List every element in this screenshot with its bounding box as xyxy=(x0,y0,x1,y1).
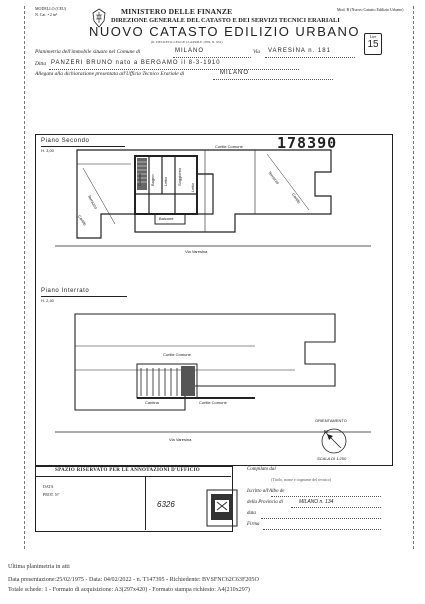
footer-line-2: Data presentazione:25/02/1975 - Data: 04/02/2022 - n. T147395 - Richiedente: BVSFNC62C63F205O xyxy=(8,577,259,583)
office-stamp-icon xyxy=(203,486,241,530)
lower-floor-plan xyxy=(35,306,391,446)
compass-label: ORIENTAMENTO xyxy=(315,418,347,423)
ditta-label: Ditta xyxy=(35,61,47,67)
comune-value: MILANO xyxy=(175,48,205,54)
direction-name: DIREZIONE GENERALE DEL CATASTO E DEI SERVIZI TECNICI ERARIALI xyxy=(111,17,340,24)
lower-cortile-upper: Cortile Comune xyxy=(163,352,191,357)
data-label: data xyxy=(247,511,256,516)
office-reserved-title: SPAZIO RISERVATO PER LE ANNOTAZIONI D'UFFICIO xyxy=(55,468,200,473)
via-label: Via xyxy=(253,49,261,55)
firma-label: Firma xyxy=(247,522,260,527)
form-line-1 xyxy=(35,49,140,55)
upper-street: Via Varesina xyxy=(185,249,208,254)
svg-text:N: N xyxy=(324,430,328,436)
top-right-note: Mod. B (Nuovo Catasto Edilizio Urbano) xyxy=(337,7,404,12)
ministry-name: MINISTERO DELLE FINANZE xyxy=(121,7,233,16)
provincia-value: MILANO n. 134 xyxy=(299,499,334,505)
upper-room-letto-2: Letto xyxy=(190,183,195,192)
upper-plan-height: H. 3,00 xyxy=(41,148,54,153)
form-code-1: MODELLO (CEU) xyxy=(35,6,67,11)
lower-street: Via Varesina xyxy=(169,437,192,442)
upper-room-balcone: Balcone xyxy=(159,216,174,221)
upper-room-cucina: Cucina xyxy=(137,173,142,186)
upper-cortile-right: Cortile xyxy=(290,192,302,205)
serial-number: 178390 xyxy=(277,134,338,152)
comune-label: Planimetria dell'immobile situato nel Comune di xyxy=(35,49,141,55)
compiled-sub: (Titolo, nome e cognome del tecnico) xyxy=(271,477,332,482)
upper-room-letto: Letto xyxy=(163,177,168,186)
compass-icon xyxy=(319,426,349,456)
upper-cortile-top: Cortile Comune xyxy=(215,144,243,149)
lower-plan-title: Piano Interrato xyxy=(41,288,90,294)
document-title: NUOVO CATASTO EDILIZIO URBANO xyxy=(89,24,361,39)
ufficio-value: MILANO xyxy=(220,70,250,76)
upper-plan-title: Piano Secondo xyxy=(41,138,90,144)
upper-terrace-right: Terrazzo xyxy=(267,170,281,186)
footer-line-1: Ultima planimetria in atti xyxy=(8,564,70,570)
lower-plan-height: H. 2,40 xyxy=(41,298,54,303)
form-code-2: N. Cat. • 2 m² xyxy=(35,12,58,17)
iscritto-label: Iscritto all'Albo de xyxy=(247,489,285,494)
upper-cortile-left: Cortile xyxy=(76,214,88,227)
provincia-label: della Provincia di xyxy=(247,500,283,505)
cadastral-sheet xyxy=(24,6,414,549)
office-data-label: DATA xyxy=(43,484,54,489)
upper-room-bagno: Bagno xyxy=(150,174,155,186)
ufficio-label: Allegata alla dichiarazione presentata all'Ufficio Tecnico Erariale di xyxy=(35,71,185,77)
footer-line-3: Totale schede: 1 - Formato di acquisizione: A3(297x420) - Formato stampa richiesto: A4(210x297) xyxy=(8,587,250,593)
scale-label: SCALA DI 1:200 xyxy=(317,456,347,461)
lower-cantina: Cantina xyxy=(145,400,159,405)
office-prot-label: PROT. N° xyxy=(43,492,60,497)
via-value: VARESINA n. 181 xyxy=(268,48,331,54)
ditta-value: PANZERI BRUNO nato a BERGAMO il 8-3-1910 xyxy=(51,60,221,66)
compiled-label: Compilato dal xyxy=(247,467,276,472)
upper-room-soggiorno: Soggiorno xyxy=(177,167,182,186)
stamp-number: 6326 xyxy=(157,500,175,509)
badge-label: Lire xyxy=(369,34,377,39)
fee-badge xyxy=(364,33,382,55)
upper-terrace-left: Terrazzo xyxy=(86,194,99,210)
lower-cortile-lower: Cortile Comune xyxy=(199,400,227,405)
decree-reference: (R. DECRETO-LEGGE 13 APRILE 1939, N. 652) xyxy=(151,40,223,44)
badge-value: 15 xyxy=(367,39,379,50)
